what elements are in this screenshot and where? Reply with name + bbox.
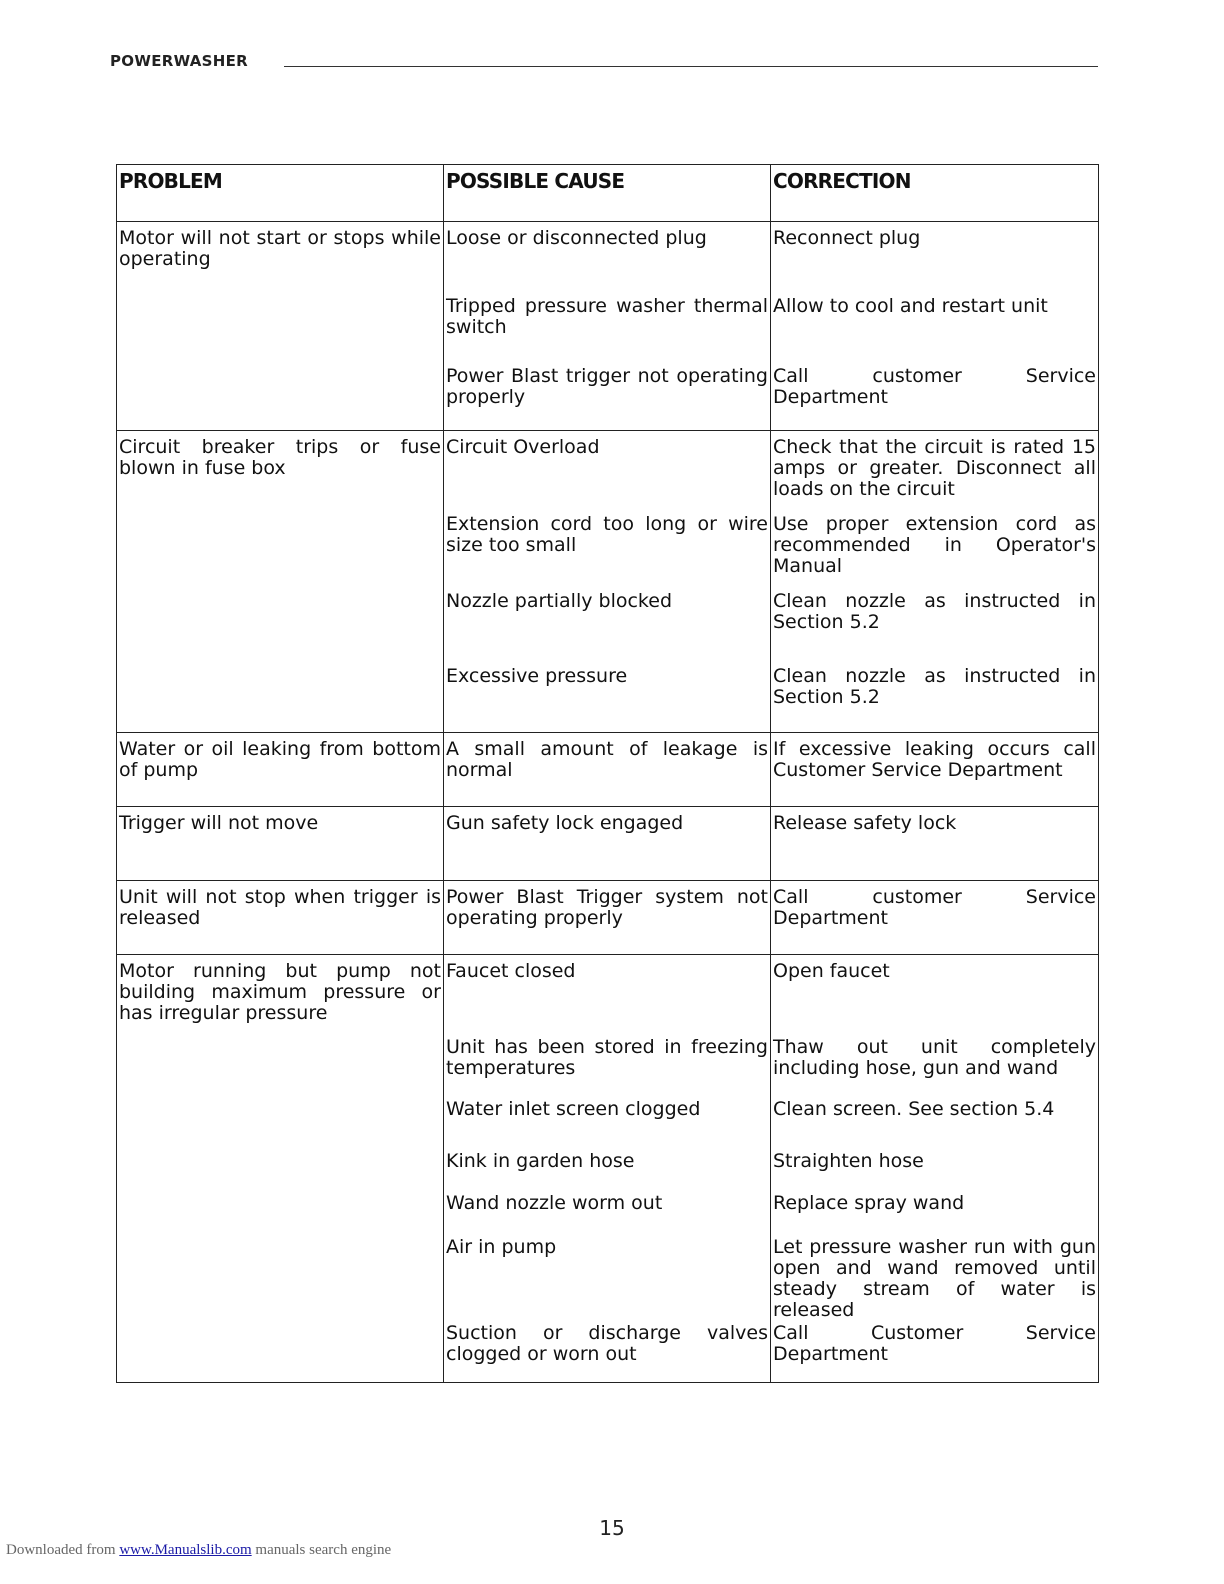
correction-item: Clean screen. See section 5.4: [773, 1098, 1055, 1120]
cause-item: Kink in garden hose: [446, 1150, 635, 1172]
correction-item: Clean nozzle as instructed in Section 5.2: [773, 665, 1096, 708]
correction-item: If excessive leaking occurs call Customer Service Department: [773, 738, 1096, 781]
correction-cell: [771, 955, 1099, 1383]
correction-item: Thaw out unit completely including hose, gun and wand: [773, 1036, 1096, 1079]
correction-cell: [771, 733, 1099, 807]
table-row: [117, 807, 1099, 881]
correction-cell: [771, 431, 1099, 733]
correction-item: Let pressure washer run with gun open and wand removed until steady stream of water is released: [773, 1236, 1096, 1321]
correction-cell: [771, 881, 1099, 955]
header-possible-cause: POSSIBLE CAUSE: [444, 165, 771, 222]
page-number: 15: [599, 1516, 625, 1540]
cause-cell: [444, 881, 771, 955]
problem-cell: Unit will not stop when trigger is released: [117, 881, 444, 955]
cause-item: A small amount of leakage is normal: [446, 738, 768, 781]
manualslib-link[interactable]: www.Manualslib.com: [119, 1542, 252, 1558]
correction-item: Straighten hose: [773, 1150, 924, 1172]
cause-item: Gun safety lock engaged: [446, 812, 684, 834]
cause-cell: [444, 733, 771, 807]
cause-item: Unit has been stored in freezing temperatures: [446, 1036, 768, 1079]
table-row: [117, 431, 1099, 733]
cause-item: Power Blast Trigger system not operating properly: [446, 886, 768, 929]
cause-item: Power Blast trigger not operating properly: [446, 365, 768, 408]
footer-suffix: manuals search engine: [251, 1542, 392, 1558]
footer: [6, 1542, 391, 1559]
footer-prefix: Downloaded from: [6, 1542, 120, 1558]
cause-item: Tripped pressure washer thermal switch: [446, 295, 768, 338]
correction-item: Use proper extension cord as recommended in Operator's Manual: [773, 513, 1096, 577]
cause-item: Faucet closed: [446, 960, 576, 982]
problem-cell: Trigger will not move: [117, 807, 444, 881]
correction-item: Replace spray wand: [773, 1192, 965, 1214]
table-row: [117, 733, 1099, 807]
header-rule: [284, 66, 1098, 67]
correction-item: Reconnect plug: [773, 227, 921, 249]
troubleshooting-table: [116, 164, 1099, 1383]
correction-item: Clean nozzle as instructed in Section 5.2: [773, 590, 1096, 633]
problem-cell: Water or oil leaking from bottom of pump: [117, 733, 444, 807]
header-title: POWERWASHER: [110, 52, 249, 70]
page-header: [110, 52, 1098, 72]
correction-cell: [771, 807, 1099, 881]
cause-cell: [444, 955, 771, 1383]
correction-item: Call Customer Service Department: [773, 1322, 1096, 1365]
correction-item: Release safety lock: [773, 812, 957, 834]
problem-cell: Motor will not start or stops while operating: [117, 222, 444, 431]
cause-item: Water inlet screen clogged: [446, 1098, 701, 1120]
table-header-row: [117, 165, 1099, 222]
correction-item: Call customer Service Department: [773, 365, 1096, 408]
table-row: [117, 955, 1099, 1383]
header-problem: PROBLEM: [117, 165, 444, 222]
cause-cell: [444, 807, 771, 881]
correction-item: Allow to cool and restart unit: [773, 295, 1048, 317]
correction-item: Call customer Service Department: [773, 886, 1096, 929]
correction-item: Open faucet: [773, 960, 890, 982]
cause-item: Suction or discharge valves clogged or worn out: [446, 1322, 768, 1365]
correction-cell: [771, 222, 1099, 431]
cause-item: Loose or disconnected plug: [446, 227, 707, 249]
problem-cell: Motor running but pump not building maximum pressure or has irregular pressure: [117, 955, 444, 1383]
cause-item: Wand nozzle worm out: [446, 1192, 663, 1214]
header-correction: CORRECTION: [771, 165, 1099, 222]
correction-item: Check that the circuit is rated 15 amps or greater. Disconnect all loads on the circuit: [773, 436, 1096, 500]
problem-cell: Circuit breaker trips or fuse blown in fuse box: [117, 431, 444, 733]
cause-item: Air in pump: [446, 1236, 557, 1258]
cause-cell: [444, 431, 771, 733]
cause-cell: [444, 222, 771, 431]
table-row: [117, 881, 1099, 955]
cause-item: Excessive pressure: [446, 665, 628, 687]
cause-item: Extension cord too long or wire size too small: [446, 513, 768, 556]
table-row: [117, 222, 1099, 431]
cause-item: Circuit Overload: [446, 436, 600, 458]
cause-item: Nozzle partially blocked: [446, 590, 673, 612]
